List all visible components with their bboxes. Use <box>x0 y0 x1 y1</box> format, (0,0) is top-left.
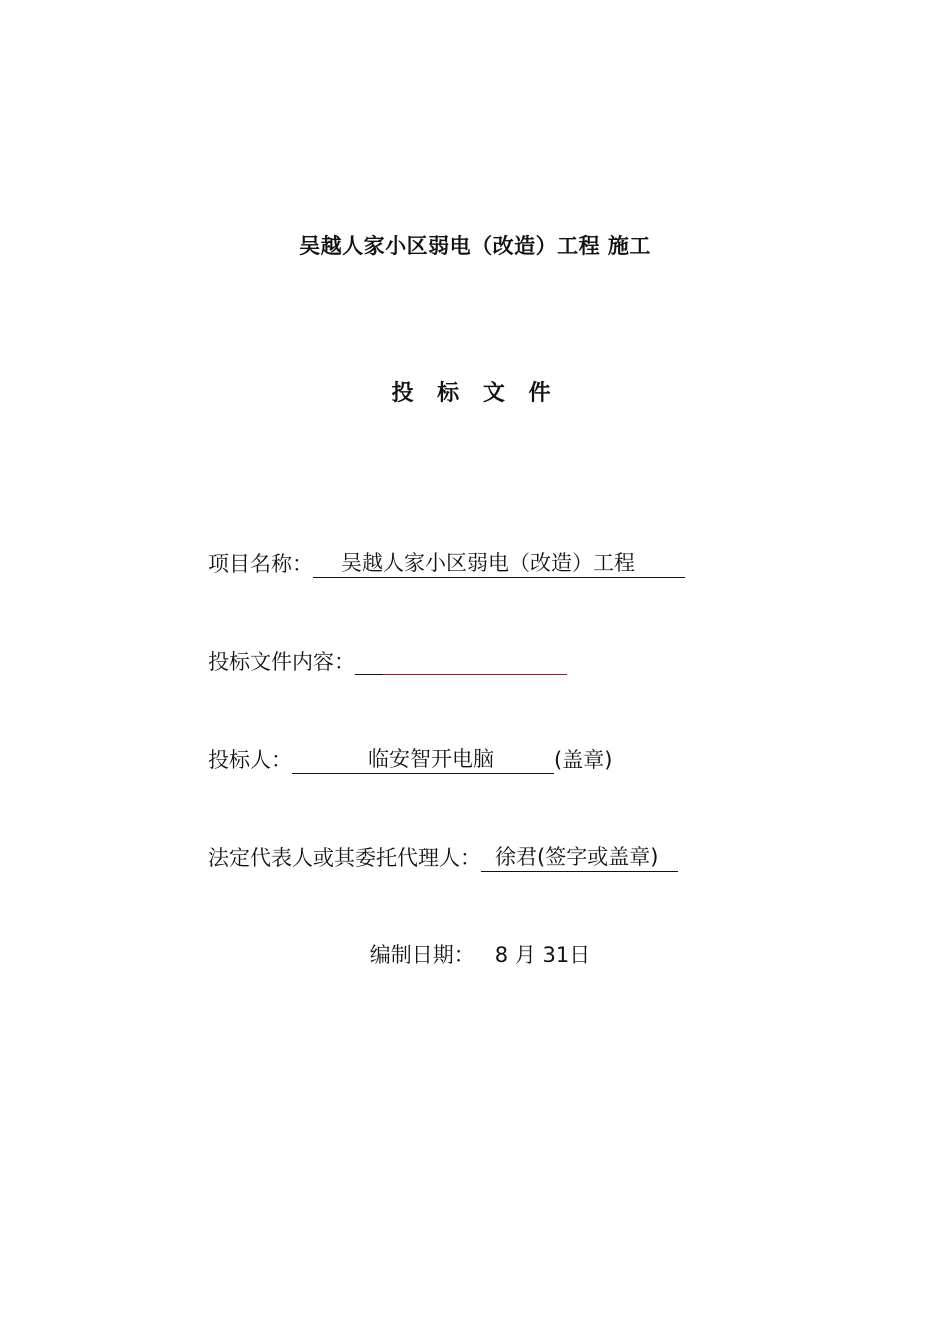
bidder-seal-note: (盖章) <box>554 748 613 772</box>
compile-date-label: 编制日期： <box>369 943 475 967</box>
title-sub: 投 标 文 件 <box>391 381 559 406</box>
project-name-field <box>208 549 685 579</box>
bidder-value: 临安智开电脑 <box>292 745 554 774</box>
project-name-label: 项目名称： <box>208 552 313 576</box>
representative-field <box>208 843 678 873</box>
bidder-label: 投标人： <box>208 748 292 772</box>
bid-content-value <box>355 647 567 675</box>
compile-date-value: 8 月 31日 <box>494 943 591 967</box>
compile-date <box>0 940 950 970</box>
bid-content-label: 投标文件内容： <box>208 650 355 674</box>
title-main: 吴越人家小区弱电（改造）工程 施工 <box>299 234 651 258</box>
project-name-value: 吴越人家小区弱电（改造）工程 <box>313 549 685 578</box>
bidder-field <box>208 745 612 775</box>
representative-value: 徐君(签字或盖章) <box>481 843 678 872</box>
bid-content-field <box>208 647 567 677</box>
representative-label: 法定代表人或其委托代理人： <box>208 846 481 870</box>
